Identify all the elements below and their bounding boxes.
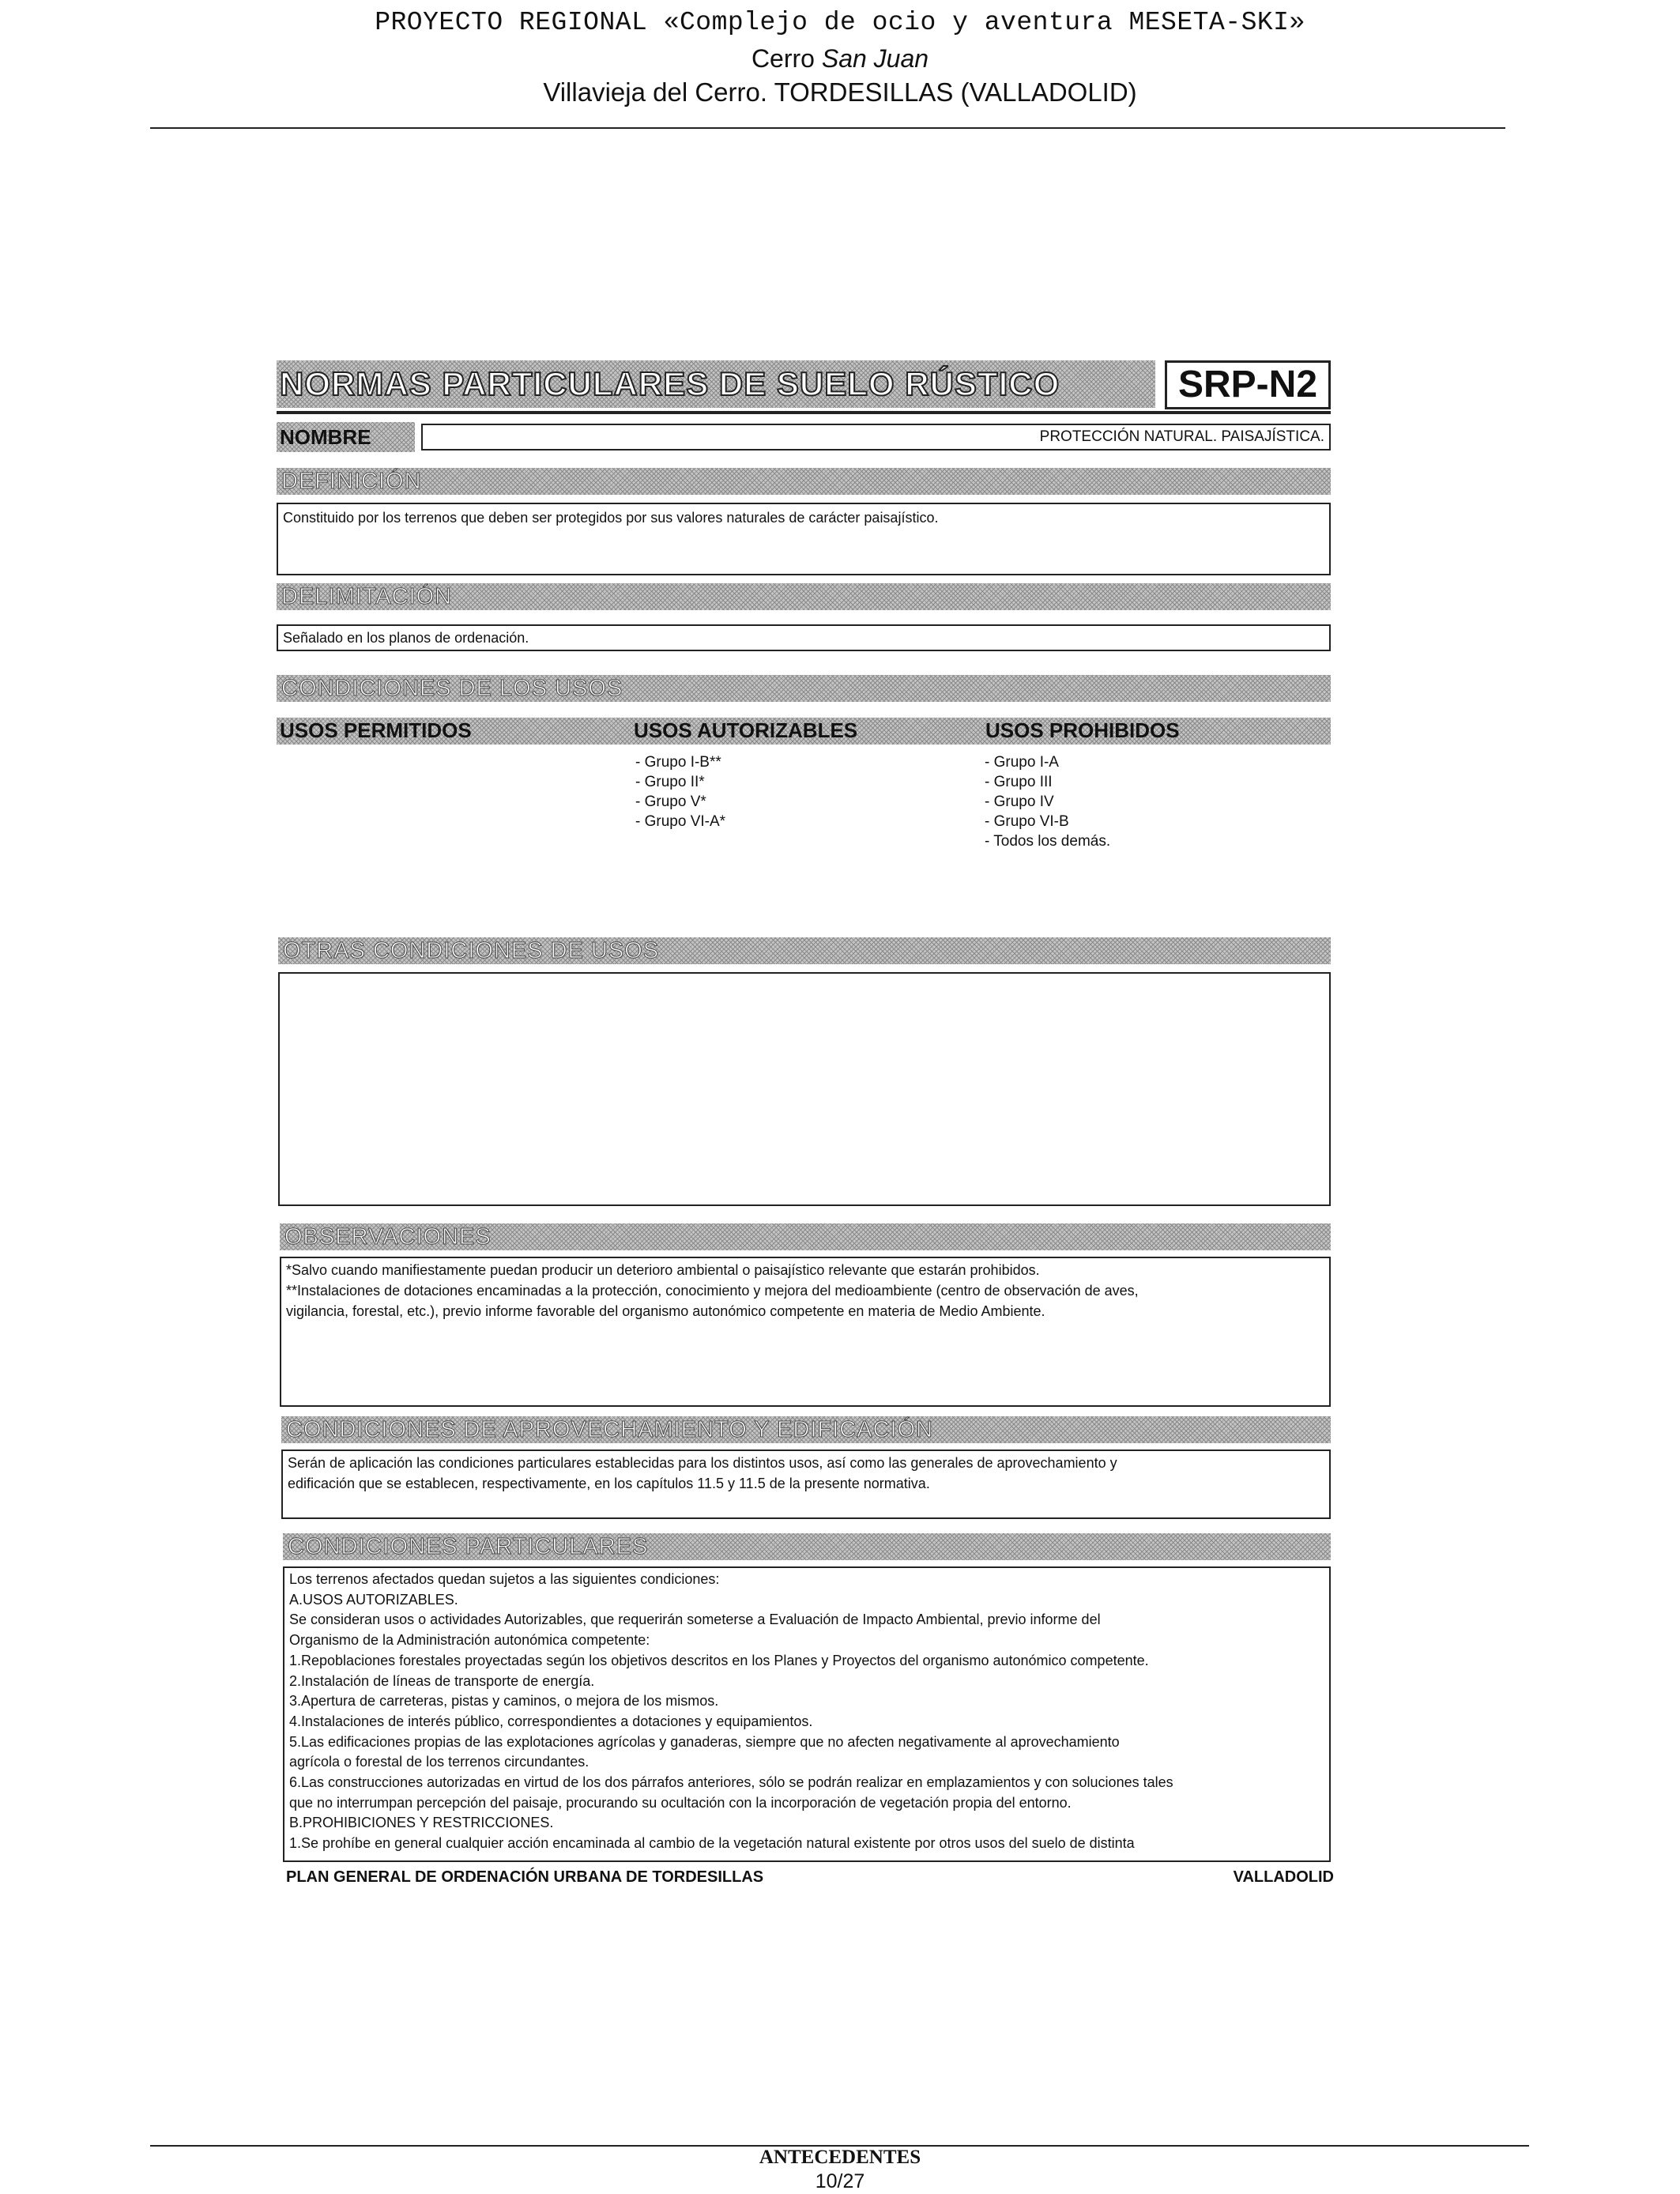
otras-condiciones-header: OTRAS CONDICIONES DE USOS xyxy=(278,937,1331,964)
list-item: - Grupo V* xyxy=(635,794,706,810)
definicion-text: Constituido por los terrenos que deben ser protegidos por sus valores naturales de carácter paisajístico. xyxy=(283,510,939,526)
usos-columns-bar xyxy=(277,718,1331,745)
nombre-label: NOMBRE xyxy=(280,425,371,449)
observaciones-box xyxy=(280,1257,1331,1407)
particulares-line: Organismo de la Administración autonómica competente: xyxy=(289,1632,650,1649)
particulares-line: B.PROHIBICIONES Y RESTRICCIONES. xyxy=(289,1815,554,1831)
page-number: 10/27 xyxy=(815,2170,865,2192)
list-item: - Grupo I-A xyxy=(985,754,1059,771)
particulares-line: agrícola o forestal de los terrenos circundantes. xyxy=(289,1754,590,1770)
list-item: - Grupo IV xyxy=(985,794,1054,810)
aprovechamiento-line: Serán de aplicación las condiciones particulares establecidas para los distintos usos, así como las generales de aprovechamiento y xyxy=(288,1455,1117,1471)
usos-permitidos-label: USOS PERMITIDOS xyxy=(280,718,472,742)
particulares-line: 6.Las construcciones autorizadas en virtud de los dos párrafos anteriores, sólo se podrán realizar en emplazamientos y con soluciones tales xyxy=(289,1774,1173,1791)
location-line: Villavieja del Cerro. TORDESILLAS (VALLADOLID) xyxy=(543,77,1137,107)
footer-section: ANTECEDENTES xyxy=(759,2147,921,2168)
otras-condiciones-box xyxy=(278,972,1331,1206)
aprovechamiento-box xyxy=(281,1449,1331,1519)
observaciones-line: **Instalaciones de dotaciones encaminadas a la protección, conocimiento y mejora del medioambiente (centro de observación de aves, xyxy=(286,1283,1139,1299)
usos-autorizables-list xyxy=(635,752,951,831)
site-name: San Juan xyxy=(821,44,929,73)
particulares-line: 3.Apertura de carreteras, pistas y caminos, o mejora de los mismos. xyxy=(289,1693,719,1710)
sheet-footer-left: PLAN GENERAL DE ORDENACIÓN URBANA DE TORDESILLAS xyxy=(286,1868,764,1886)
delimitacion-box xyxy=(277,624,1331,651)
particulares-header: CONDICIONES PARTICULARES xyxy=(283,1533,1331,1560)
project-title: PROYECTO REGIONAL «Complejo de ocio y aventura MESETA-SKI» xyxy=(375,8,1305,37)
condiciones-usos-header: CONDICIONES DE LOS USOS xyxy=(277,675,1331,702)
observaciones-line: *Salvo cuando manifiestamente puedan producir un deterioro ambiental o paisajístico relevante que estarán prohibidos. xyxy=(286,1262,1040,1278)
particulares-box xyxy=(283,1566,1331,1862)
usos-autorizables-label: USOS AUTORIZABLES xyxy=(634,718,858,742)
list-item: - Grupo III xyxy=(985,774,1053,790)
observaciones-line: vigilancia, forestal, etc.), previo informe favorable del organismo autonómico competente en materia de Medio Ambiente. xyxy=(286,1303,1045,1319)
sheet-footer-right: VALLADOLID xyxy=(1233,1868,1334,1886)
observaciones-header: OBSERVACIONES xyxy=(280,1223,1331,1250)
list-item: - Grupo VI-A* xyxy=(635,813,726,830)
particulares-line: Se consideran usos o actividades Autorizables, que requerirán someterse a Evaluación de Impacto Ambiental, previo informe del xyxy=(289,1612,1101,1628)
particulares-line: A.USOS AUTORIZABLES. xyxy=(289,1591,458,1608)
usos-prohibidos-label: USOS PROHIBIDOS xyxy=(985,718,1180,742)
particulares-line: 1.Repoblaciones forestales proyectadas según los objetivos descritos en los Planes y Proyectos del organismo autonómico competente. xyxy=(289,1652,1149,1668)
definicion-box xyxy=(277,503,1331,575)
list-item: - Grupo VI-B xyxy=(985,813,1069,830)
aprovechamiento-line: edificación que se establecen, respectivamente, en los capítulos 11.5 y 11.5 de la presente normativa. xyxy=(288,1476,930,1491)
definicion-header: DEFINICIÓN xyxy=(277,468,1331,495)
delimitacion-header: DELIMITACIÓN xyxy=(277,583,1331,610)
nombre-label-bg xyxy=(277,422,415,452)
nombre-value: PROTECCIÓN NATURAL. PAISAJÍSTICA. xyxy=(421,424,1331,450)
title-rule xyxy=(277,411,1331,414)
usos-prohibidos-list xyxy=(985,752,1301,851)
sheet-title-bar xyxy=(277,360,1155,408)
particulares-line: que no interrumpan percepción del paisaje, procurando su ocultación con la incorporación de vegetación propia del entorno. xyxy=(289,1794,1072,1811)
sheet-code: SRP-N2 xyxy=(1165,360,1331,409)
particulares-line: 2.Instalación de líneas de transporte de energía. xyxy=(289,1672,595,1689)
list-item: - Grupo I-B** xyxy=(635,754,721,771)
particulares-line: 1.Se prohíbe en general cualquier acción encaminada al cambio de la vegetación natural existente por otros usos del suelo de distinta xyxy=(289,1835,1135,1852)
list-item: - Todos los demás. xyxy=(985,833,1111,850)
site-line xyxy=(0,44,1680,74)
particulares-line: Los terrenos afectados quedan sujetos a las siguientes condiciones: xyxy=(289,1571,720,1587)
delimitacion-text: Señalado en los planos de ordenación. xyxy=(283,630,529,646)
particulares-line: 4.Instalaciones de interés público, correspondientes a dotaciones y equipamientos. xyxy=(289,1713,813,1729)
site-prefix: Cerro xyxy=(751,44,815,73)
list-item: - Grupo II* xyxy=(635,774,705,790)
aprovechamiento-header: CONDICIONES DE APROVECHAMIENTO Y EDIFICACIÓN xyxy=(281,1416,1331,1443)
sheet-title: NORMAS PARTICULARES DE SUELO RÚSTICO xyxy=(280,365,1060,402)
header-rule xyxy=(150,127,1505,129)
particulares-line: 5.Las edificaciones propias de las explotaciones agrícolas y ganaderas, siempre que no afecten negativamente al aprovechamiento xyxy=(289,1733,1120,1750)
